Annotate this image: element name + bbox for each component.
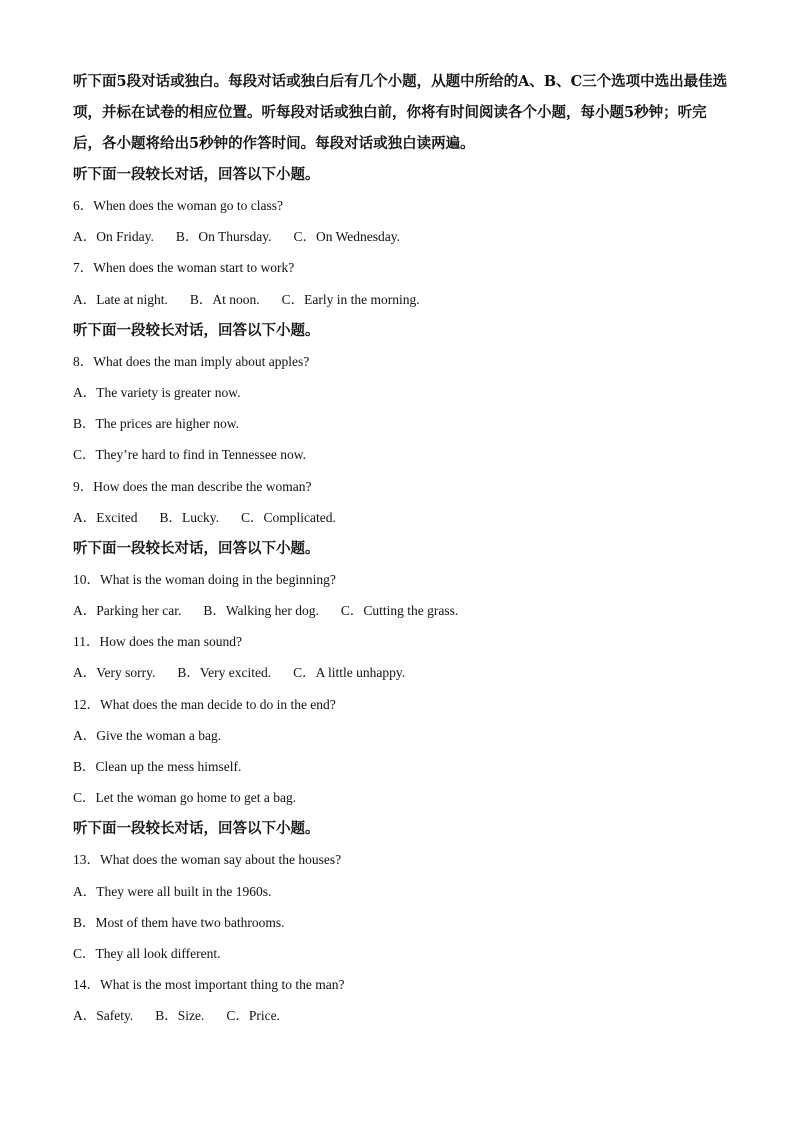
question-7-options	[73, 284, 733, 315]
question-6-options	[73, 221, 733, 252]
question-12-option-c: C．Let the woman go home to get a bag.	[73, 790, 297, 806]
question-7-stem: 7．When does the woman start to work?	[73, 260, 295, 276]
question-8-option-c: C．They’re hard to find in Tennessee now.	[73, 447, 306, 463]
option-b: B．Walking her dog.	[203, 603, 319, 619]
question-6-stem: 6．When does the woman go to class?	[73, 198, 283, 213]
question-11-stem: 11．How does the man sound?	[73, 634, 242, 650]
section-header: 听下面一段较长对话，回答以下小题。	[73, 820, 320, 838]
question-8-option-b: B．The prices are higher now.	[73, 416, 239, 432]
option-b: B．At noon.	[189, 291, 260, 307]
option-c: C．A little unhappy.	[293, 665, 406, 681]
option-c: C．On Wednesday.	[293, 229, 401, 245]
option-b: B．On Thursday.	[175, 229, 272, 245]
question-13-stem: 13．What does the woman say about the houses?	[73, 852, 342, 868]
question-12-option-a: A．Give the woman a bag.	[73, 727, 222, 743]
question-9-options	[73, 502, 733, 533]
question-8-option-a: A．The variety is greater now.	[73, 384, 241, 400]
question-13-option-c: C．They all look different.	[73, 945, 221, 961]
option-b: B．Size.	[155, 1008, 205, 1024]
option-b: B．Very excited.	[177, 665, 272, 681]
question-10-options	[73, 595, 733, 626]
option-c: C．Price.	[226, 1008, 280, 1024]
question-12-option-b: B．Clean up the mess himself.	[73, 759, 242, 774]
question-14-options	[73, 1000, 733, 1031]
option-a: A．Very sorry.	[73, 665, 156, 681]
question-11-options	[73, 657, 733, 688]
listening-instructions: 听下面5段对话或独白。每段对话或独白后有几个小题，从题中所给的A、B、C三个选项中选出最佳选项，并标在试卷的相应位置。听每段对话或独白前，你将有时间阅读各个小题，每小题5秒钟；听完后，各小题将给出5秒钟的作答时间。每段对话或独白读两遍。	[73, 73, 728, 152]
question-12-stem: 12．What does the man decide to do in the end?	[73, 696, 336, 712]
exam-content	[73, 66, 733, 1032]
option-c: C．Complicated.	[240, 509, 336, 525]
question-9-stem: 9．How does the man describe the woman?	[73, 478, 312, 494]
option-a: A．Excited	[73, 509, 138, 525]
option-c: C．Early in the morning.	[281, 291, 420, 307]
option-a: A．Late at night.	[73, 291, 168, 307]
question-14-stem: 14．What is the most important thing to the man?	[73, 977, 345, 993]
option-a: A．Parking her car.	[73, 603, 182, 619]
option-a: A．On Friday.	[73, 229, 154, 245]
question-13-option-a: A．They were all built in the 1960s.	[73, 883, 272, 899]
section-header: 听下面一段较长对话，回答以下小题。	[73, 539, 320, 557]
option-c: C．Cutting the grass.	[340, 603, 459, 619]
question-8-stem: 8．What does the man imply about apples?	[73, 353, 310, 369]
option-b: B．Lucky.	[159, 509, 219, 525]
section-header: 听下面一段较长对话，回答以下小题。	[73, 321, 320, 339]
option-a: A．Safety.	[73, 1008, 134, 1024]
section-header: 听下面一段较长对话，回答以下小题。	[73, 166, 320, 183]
question-13-option-b: B．Most of them have two bathrooms.	[73, 914, 285, 930]
question-10-stem: 10．What is the woman doing in the beginning?	[73, 571, 336, 587]
